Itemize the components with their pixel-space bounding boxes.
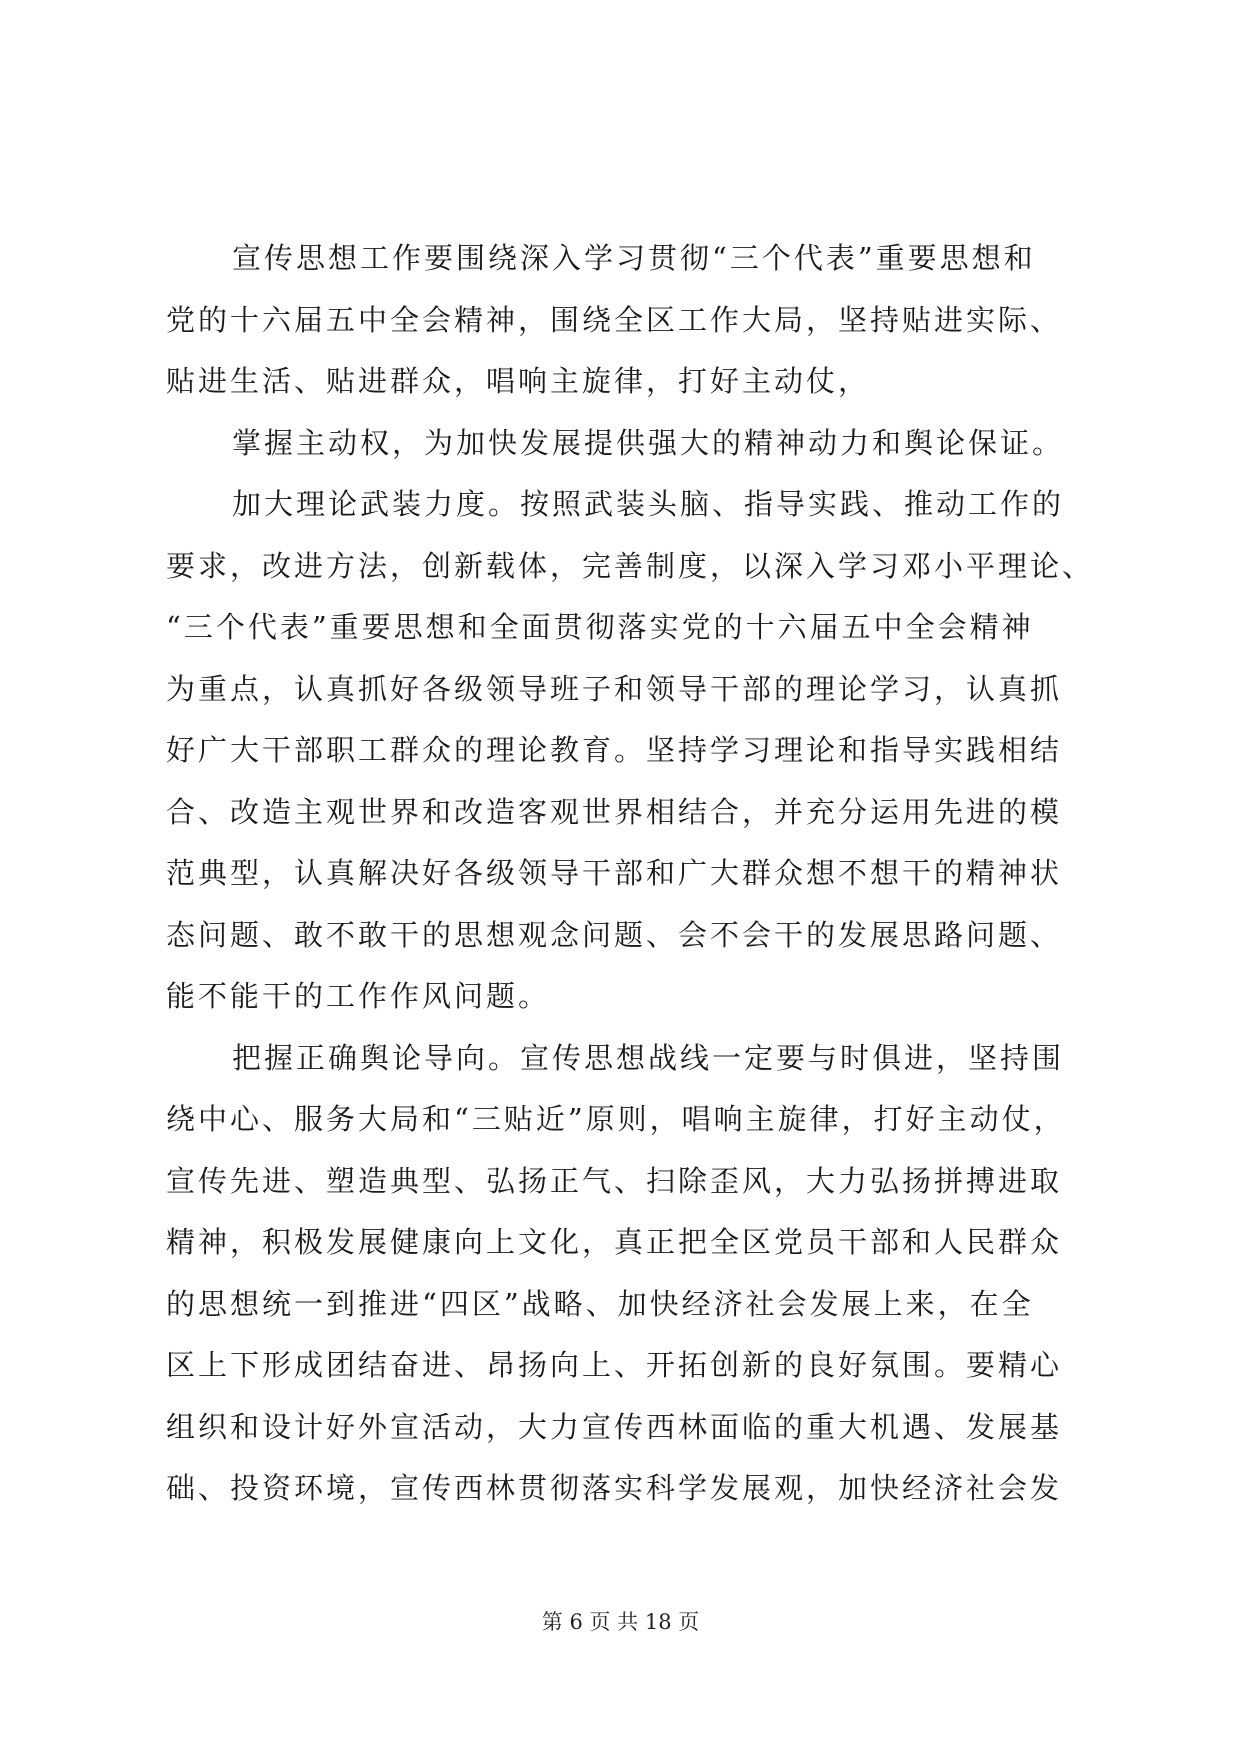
text-line: 能不能干的工作作风问题。 (166, 979, 551, 1013)
text-line: 绕中心、服务大局和“三贴近”原则，唱响主旋律，打好主动仗， (166, 1102, 1066, 1136)
text-line: 范典型，认真解决好各级领导干部和广大群众想不想干的精神状 (166, 856, 1063, 890)
text-line: 宣传先进、塑造典型、弘扬正气、扫除歪风，大力弘扬拼搏进取 (166, 1163, 1063, 1198)
text-line: 合、改造主观世界和改造客观世界相结合，并充分运用先进的模 (166, 794, 1063, 829)
text-line: 组织和设计好外宣活动，大力宣传西林面临的重大机遇、发展基 (166, 1409, 1063, 1444)
text-line: 为重点，认真抓好各级领导班子和领导干部的理论学习，认真抓 (166, 671, 1063, 706)
text-line: 贴进生活、贴进群众，唱响主旋律，打好主动仗， (166, 364, 871, 398)
text-line: 精神，积极发展健康向上文化，真正把全区党员干部和人民群众 (166, 1225, 1063, 1259)
page-number-label: 第 6 页 共 18 页 (541, 1610, 700, 1634)
text-line: 把握正确舆论导向。宣传思想战线一定要与时俱进，坚持围 (232, 1040, 1065, 1075)
text-line: 的思想统一到推进“四区”战略、加快经济社会发展上来，在全 (166, 1286, 1034, 1321)
text-line: 掌握主动权，为加快发展提供强大的精神动力和舆论保证。 (232, 425, 1065, 460)
text-line: 好广大干部职工群众的理论教育。坚持学习理论和指导实践相结 (166, 733, 1063, 767)
text-line: 础、投资环境，宣传西林贯彻落实科学发展观，加快经济社会发 (166, 1471, 1063, 1505)
text-line: 态问题、敢不敢干的思想观念问题、会不会干的发展思路问题、 (166, 917, 1063, 952)
document-body (166, 228, 1106, 1520)
text-line: 加大理论武装力度。按照武装头脑、指导实践、推动工作的 (232, 487, 1065, 521)
text-line: “三个代表”重要思想和全面贯彻落实党的十六届五中全会精神 (166, 610, 1034, 644)
text-line: 宣传思想工作要围绕深入学习贯彻“三个代表”重要思想和 (232, 241, 1036, 275)
text-line: 党的十六届五中全会精神，围绕全区工作大局，坚持贴进实际、 (166, 302, 1063, 337)
page-footer (0, 1606, 1241, 1636)
text-line: 要求，改进方法，创新载体，完善制度，以深入学习邓小平理论、 (166, 548, 1095, 583)
text-line: 区上下形成团结奋进、昂扬向上、开拓创新的良好氛围。要精心 (166, 1348, 1063, 1382)
